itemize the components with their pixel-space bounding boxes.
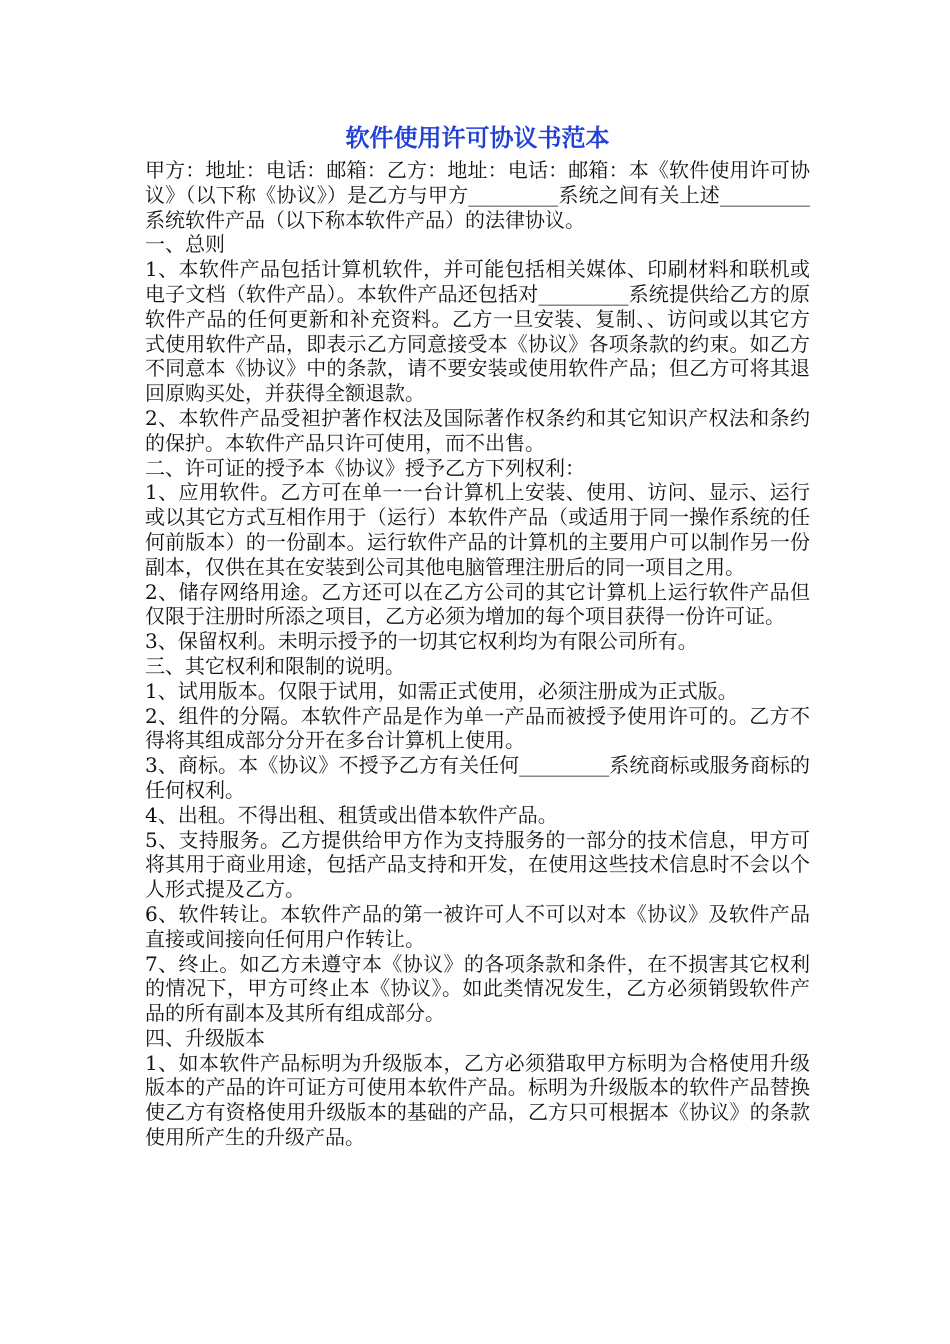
- paragraph: 1、本软件产品包括计算机软件，并可能包括相关媒体、印刷材料和联机或电子文档（软件产品）。本软件产品还包括对_________系统提供给乙方的原软件产品的任何更新和补充资料。乙方一旦安装、复制、、访问或以其它方式使用软件产品，即表示乙方同意接受本《协议》各项条款的约束。如乙方不同意本《协议》中的条款，请不要安装或使用软件产品；但乙方可将其退回原购买处，并获得全额退款。: [145, 257, 810, 406]
- section-heading: 三、其它权利和限制的说明。: [145, 653, 405, 678]
- paragraph: 3、商标。本《协议》不授予乙方有关任何_________系统商标或服务商标的任何权利。: [145, 753, 810, 802]
- paragraph: 3、保留权利。未明示授予的一切其它权利均为有限公司所有。: [145, 629, 698, 654]
- paragraph: 2、本软件产品受袒护著作权法及国际著作权条约和其它知识产权法和条约的保护。本软件产品只许可使用，而不出售。: [145, 405, 810, 455]
- paragraph: 甲方：地址：电话：邮箱：乙方：地址：电话：邮箱：本《软件使用许可协议》（以下称《协议》）是乙方与甲方_________系统之间有关上述_________系统软件产品（以下称本软件产品）的法律协议。: [145, 158, 810, 232]
- paragraph: 1、如本软件产品标明为升级版本，乙方必须猎取甲方标明为合格使用升级版本的产品的许可证方可使用本软件产品。标明为升级版本的软件产品替换使乙方有资格使用升级版本的基础的产品，乙方只可根据本《协议》的条款使用所产生的升级产品。: [145, 1050, 810, 1150]
- section-heading: 二、许可证的授予本《协议》授予乙方下列权利：: [145, 455, 585, 480]
- paragraph: 4、出租。不得出租、租赁或出借本软件产品。: [145, 802, 558, 827]
- section-heading: 一、总则: [145, 232, 225, 257]
- paragraph: 6、软件转让。本软件产品的第一被许可人不可以对本《协议》及软件产品直接或间接向任何用户作转让。: [145, 901, 810, 951]
- document-page: [145, 118, 810, 1150]
- section-heading: 四、升级版本: [145, 1025, 265, 1050]
- paragraph: 2、储存网络用途。乙方还可以在乙方公司的其它计算机上运行软件产品但仅限于注册时所添之项目，乙方必须为增加的每个项目获得一份许可证。: [145, 579, 810, 629]
- paragraph: 2、组件的分隔。本软件产品是作为单一产品而被授予使用许可的。乙方不得将其组成部分分开在多台计算机上使用。: [145, 703, 810, 753]
- paragraph: 1、应用软件。乙方可在单一一台计算机上安装、使用、访问、显示、运行或以其它方式互相作用于（运行）本软件产品（或适用于同一操作系统的任何前版本）的一份副本。运行软件产品的计算机的主要用户可以制作另一份副本，仅供在其在安装到公司其他电脑管理注册后的同一项目之用。: [145, 480, 810, 579]
- document-title: 软件使用许可协议书范本: [345, 124, 610, 152]
- paragraph: 1、试用版本。仅限于试用，如需正式使用，必须注册成为正式版。: [145, 678, 738, 703]
- document-body: [145, 158, 810, 1150]
- paragraph: 5、支持服务。乙方提供给甲方作为支持服务的一部分的技术信息，甲方可将其用于商业用途，包括产品支持和开发，在使用这些技术信息时不会以个人形式提及乙方。: [145, 827, 810, 902]
- paragraph: 7、终止。如乙方未遵守本《协议》的各项条款和条件，在不损害其它权利的情况下，甲方可终止本《协议》。如此类情况发生，乙方必须销毁软件产品的所有副本及其所有组成部分。: [145, 951, 810, 1026]
